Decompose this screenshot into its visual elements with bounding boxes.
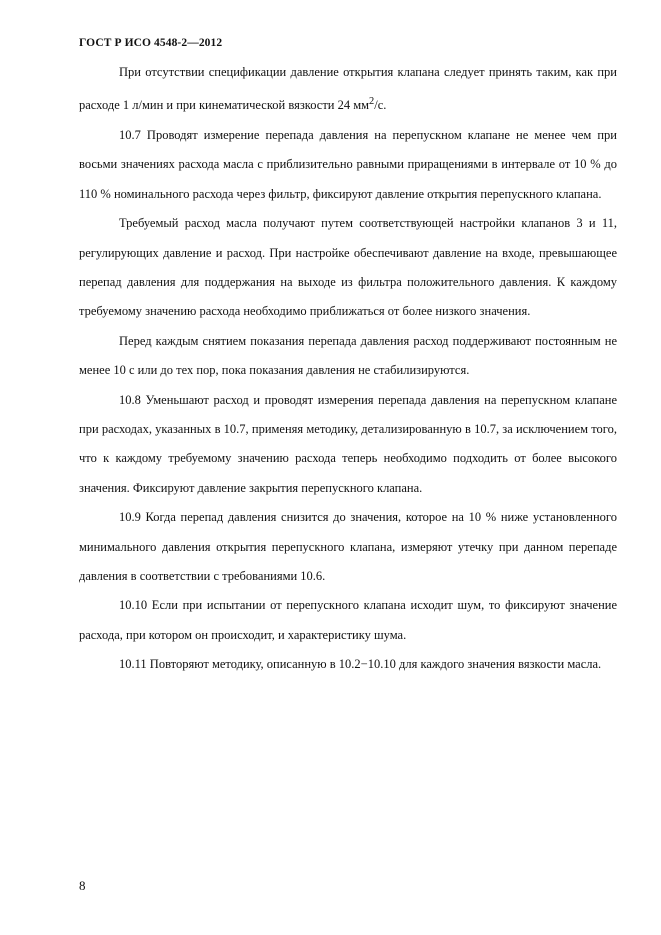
paragraph-text: При отсутствии спецификации давление открытия клапана следует принять таким, как при расходе 1 л/мин и при кинематической вязкости 24 мм: [79, 65, 617, 113]
page-number: 8: [79, 878, 86, 893]
paragraph-opening-pressure-spec: [79, 58, 617, 121]
paragraph-10-10: 10.10 Если при испытании от перепускного клапана исходит шум, то фиксируют значение расхода, при котором он происходит, и характеристику шума.: [79, 598, 617, 642]
paragraph-text-tail: /с.: [374, 98, 387, 113]
body-text: [79, 58, 617, 680]
paragraph-10-7: 10.7 Проводят измерение перепада давления на перепускном клапане не менее чем при восьми значениях расхода масла с приблизительно равными приращениями в интервале от 10 % до 110 % номинального расхода через фильтр, фиксируют давление открытия перепускного клапана.: [79, 127, 617, 201]
paragraph-reading-stability: Перед каждым снятием показания перепада давления расход поддерживают постоянным не менее 10 с или до тех пор, пока показания давления не стабилизируются.: [79, 333, 617, 378]
superscript: 2: [369, 96, 375, 108]
paragraph-10-9: 10.9 Когда перепад давления снизится до значения, которое на 10 % ниже установленного минимального давления открытия перепускного клапана, измеряют утечку при данном перепаде давления в соответствии с требованиями 10.6.: [79, 510, 617, 584]
paragraph-10-11: 10.11 Повторяют методику, описанную в 10.2−10.10 для каждого значения вязкости масла.: [119, 657, 602, 672]
paragraph-required-flow: Требуемый расход масла получают путем соответствующей настройки клапанов 3 и 11, регулирующих давление и расход. При настройке обеспечивают давление на входе, превышающее перепад давления для поддержания на выходе из фильтра положительного давления. К каждому требуемому значению расхода необходимо приближаться от более низкого значения.: [79, 216, 617, 319]
paragraph-10-8: 10.8 Уменьшают расход и проводят измерения перепада давления на перепускном клапане при расходах, указанных в 10.7, применяя методику, детализированную в 10.7, за исключением того, что к каждому требуемому значению расхода теперь необходимо подходить от более высокого значения. Фиксируют давление закрытия перепускного клапана.: [79, 392, 617, 495]
standard-code-header: ГОСТ Р ИСО 4548-2—2012: [79, 37, 223, 49]
